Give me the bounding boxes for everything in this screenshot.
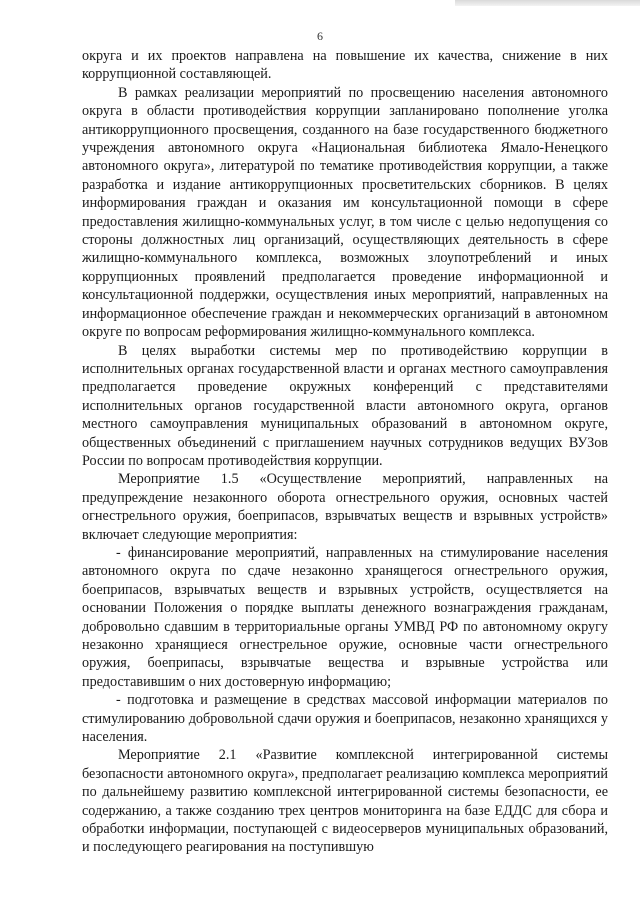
list-item-media: - подготовка и размещение в средствах массовой информации материалов по стимулированию добровольной сдачи оружия и боеприпасов, незаконно хранящихся у населения. <box>82 692 608 746</box>
page-number: 6 <box>317 29 323 43</box>
list-item-financing: - финансирование мероприятий, направленных на стимулирование населения автономного округа по сдаче незаконно хранящегося огнестрельного оружия, боеприпасов, взрывчатых веществ и взрывных устройств, осуществляется на основании Положения о порядке выплаты денежного вознаграждения гражданам, добровольно сдавшим в территориальные органы УМВД РФ по автономному округу незаконно хранящиеся огнестрельное оружие, основные части огнестрельного оружия, боеприпасы, взрывчатые вещества и взрывные устройства или предоставившим о них достоверную информацию; <box>82 544 608 690</box>
scan-edge-mark <box>455 0 640 6</box>
paragraph-measure-2-1: Мероприятие 2.1 «Развитие комплексной интегрированной системы безопасности автономного округа», предполагает реализацию комплекса мероприятий по дальнейшему развитию комплексной интегрированной системы безопасности, ее содержанию, а также созданию трех центров мониторинга на базе ЕДДС для сбора и обработки информации, поступающей с видеосерверов муниципальных образований, и последующего реагирования на поступившую <box>82 747 608 856</box>
paragraph-conferences: В целях выработки системы мер по противодействию коррупции в исполнительных органах государственной власти и органах местного самоуправления предполагается проведение окружных конференций с представителями исполнительных органов государственной власти автономного округа, органов местного самоуправления муниципальных образований в автономном округе, общественных объединений с приглашением научных сотрудников ведущих ВУЗов России по вопросам противодействия коррупции. <box>82 342 608 469</box>
document-body <box>82 47 608 857</box>
paragraph-continuation: округа и их проектов направлена на повышение их качества, снижение в них коррупционной составляющей. <box>82 48 608 83</box>
paragraph-measure-1-5: Мероприятие 1.5 «Осуществление мероприятий, направленных на предупреждение незаконного оборота огнестрельного оружия, основных частей огнестрельного оружия, боеприпасов, взрывчатых веществ и взрывных устройств» включает следующие мероприятия: <box>82 471 608 543</box>
paragraph-education: В рамках реализации мероприятий по просвещению населения автономного округа в области противодействия коррупции запланировано пополнение уголка антикоррупционного просвещения, созданного на базе государственного бюджетного учреждения автономного округа «Национальная библиотека Ямало-Ненецкого автономного округа», литературой по тематике противодействия коррупции, а также разработка и издание антикоррупционных просветительских сборников. В целях информирования граждан и оказания им консультационной помощи в сфере предоставления жилищно-коммунальных услуг, в том числе с целью недопущения со стороны должностных лиц организаций, осуществляющих деятельность в сфере жилищно-коммунального комплекса, возможных злоупотреблений и иных коррупционных проявлений предполагается проведение информационной и консультационной поддержки, осуществления иных мероприятий, направленных на информационное обеспечение граждан и некоммерческих организаций в автономном округе по вопросам реформирования жилищно-коммунального комплекса. <box>82 84 608 341</box>
